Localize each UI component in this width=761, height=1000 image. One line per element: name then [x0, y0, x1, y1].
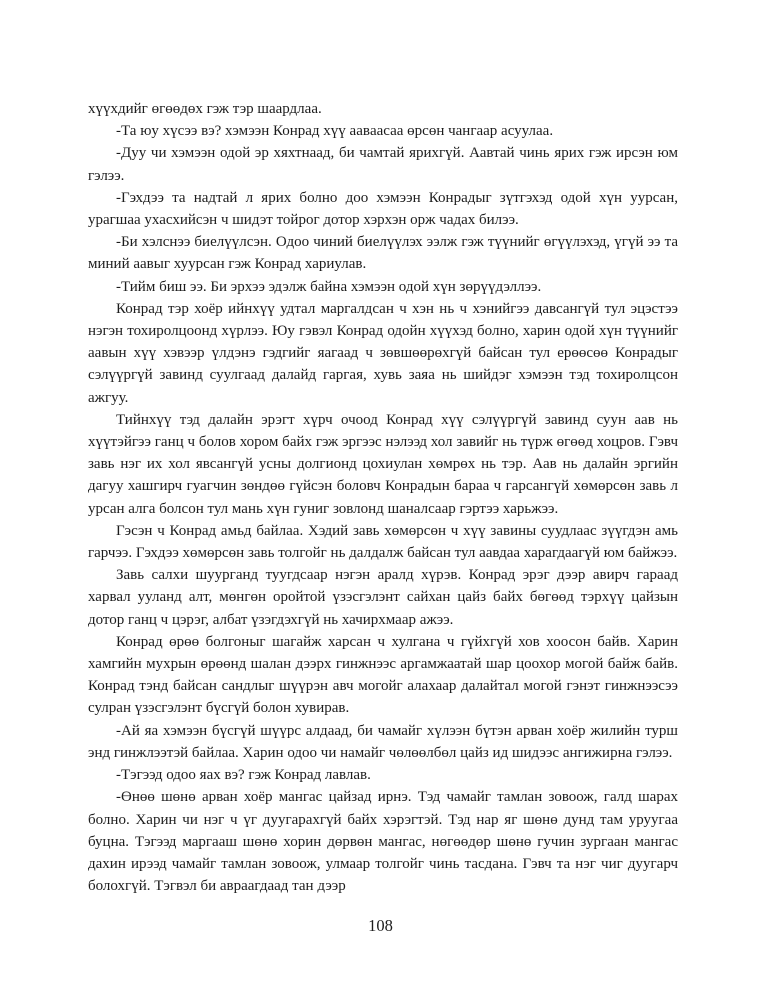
paragraph: Завь салхи шуурганд туугдсаар нэгэн аралд хүрэв. Конрад эрэг дээр авирч гараад харвал ууланд алт, мөнгөн оройтой үзэсгэлэнт сайхан цайз байх бөгөөд тэрхүү цайзын дотор ганц ч цэрэг, албат үзэгдэхгүй нь хачирхмаар ажээ.	[88, 567, 678, 628]
paragraph: -Өнөө шөнө арван хоёр мангас цайзад ирнэ. Тэд чамайг тамлан зовоож, галд шарах болно. Харин чи нэг ч үг дуугарахгүй байх хэрэгтэй. Тэд нар яг шөнө дунд там уруугаа буцна. Тэгээд маргааш шөнө хорин дөрвөн мангас, нөгөөдөр шөнө гучин зургаан мангас дахин ирээд чамайг тамлан зовоож, улмаар толгойг чинь тасдана. Гэвч та нэг чиг дуугарч болохгүй. Тэгвэл би авраагдаад тан дээр	[88, 789, 678, 895]
paragraph: -Тэгээд одоо яах вэ? гэж Конрад лавлав.	[116, 767, 371, 784]
paragraph: -Дуу чи хэмээн одой эр хяхтнаад, би чамтай ярихгүй. Аавтай чинь ярих гэж ирсэн юм гэлээ.	[88, 145, 678, 184]
paragraph: -Би хэлснээ биелүүлсэн. Одоо чиний биелүүлэх ээлж гэж түүнийг өгүүлэхэд, үгүй ээ та миний аавыг хуурсан гэж Конрад хариулав.	[88, 234, 678, 273]
paragraph: Гэсэн ч Конрад амьд байлаа. Хэдий завь хөмөрсөн ч хүү завины суудлаас зүүгдэн амь гарчээ. Гэхдээ хөмөрсөн завь толгойг нь далдалж байсан тул аавдаа харагдаагүй юм байжээ.	[88, 522, 678, 562]
body-text	[88, 98, 678, 897]
paragraph: -Ай яа хэмээн бүсгүй шүүрс алдаад, би чамайг хүлээн бүтэн арван хоёр жилийн турш энд гинжлээтэй байлаа. Харин одоо чи намайг чөлөөлбөл цайз ид шидээс ангижирна гэлээ.	[88, 722, 678, 761]
paragraph: -Гэхдээ та надтай л ярих болно доо хэмээн Конрадыг зүтгэхэд одой хүн уурсан, урагшаа ухасхийсэн ч шидэт тойрог дотор хэрхэн орж чадах билээ.	[88, 189, 678, 229]
paragraph: Конрад өрөө болгоныг шагайж харсан ч хулгана ч гүйхгүй хов хоосон байв. Харин хамгийн мухрын өрөөнд шалан дээрх гинжнээс аргамжаатай шар цоохор могой байж байв. Конрад тэнд байсан сандлыг шүүрэн авч могойг алахаар далайтал могой гэнэт гинжнээсээ сулран үзэсгэлэнт бүсгүй болон хувирав.	[88, 633, 678, 717]
page-number: 108	[368, 916, 393, 935]
paragraph: хүүхдийг өгөөдөх гэж тэр шаардлаа.	[88, 101, 322, 117]
paragraph: Конрад тэр хоёр ийнхүү удтал маргалдсан ч хэн нь ч хэнийгээ давсангүй тул эцэстээ нэгэн тохиролцоонд хүрлээ. Юу гэвэл Конрад одойн хүүхэд болно, харин одой хүн түүнийг аавын хүү хэвээр үлдэнэ гэдгийг яагаад ч зөвшөөрөхгүй байсан тул ерөөсөө Конрадыг сэлүүргүй завинд суулгаад далайд гаргая, хувь заяа нь шийдэг хэмээн тэд тохиролцсон ажгуу.	[88, 300, 678, 406]
paragraph: -Та юу хүсээ вэ? хэмээн Конрад хүү аавaасаа өрсөн чангаар асуулаа.	[116, 123, 554, 140]
paragraph: Тийнхүү тэд далайн эрэгт хүрч очоод Конрад хүү сэлүүргүй завинд суун аав нь хүүтэйгээ ганц ч болов хором байх гэж эргээс нэлээд хол завийг нь түрж өгөөд хоцров. Гэвч завь нэг их хол явсангүй усны долгионд цохиулан хөмрөх нь тэр. Аав нь далайн эргийн дагуу хашгирч гуагчин зөндөө гүйсэн боловч Конрадын бараа ч гарсангүй хөмөрсөн завь л урсан алга болсон тул мань хүн гуниг зовлонд шаналсаар гэртээ харьжээ.	[88, 411, 678, 517]
paragraph: -Тийм биш ээ. Би эрхээ эдэлж байна хэмээн одой хүн зөрүүдэллээ.	[116, 278, 542, 295]
